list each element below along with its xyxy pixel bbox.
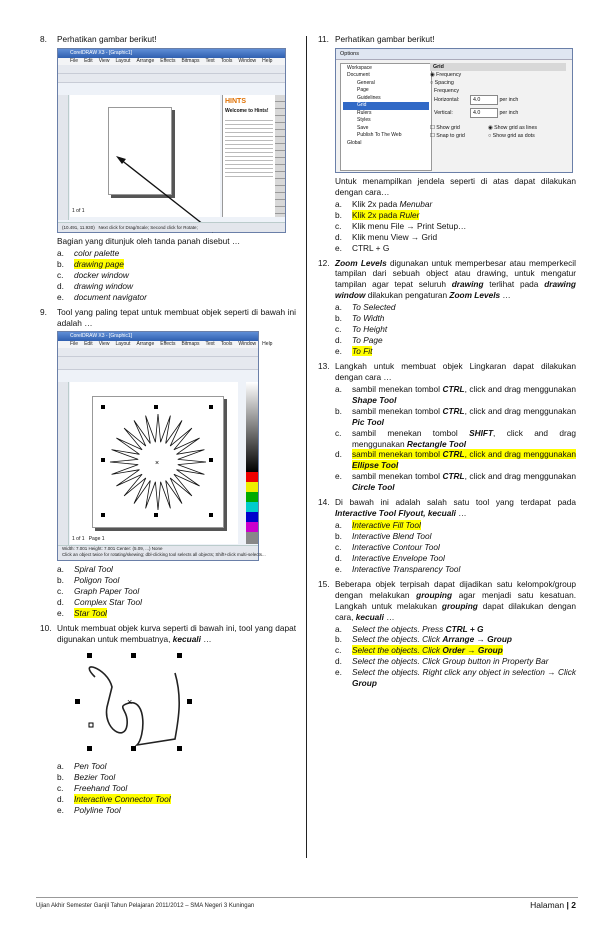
checkbox-row-2: ☐ Snap to grid ○ Show grid as dots <box>430 132 535 139</box>
page-tab: 1 of 1 <box>72 535 85 542</box>
option-text: CTRL + G <box>352 242 390 253</box>
tree-item-document[interactable]: Document <box>347 72 370 79</box>
menu-item-arrange[interactable]: Arrange <box>136 341 155 348</box>
option-c[interactable] <box>335 428 576 450</box>
menu-item-file[interactable]: File <box>70 341 79 348</box>
option-text: To Page <box>352 335 383 346</box>
menu-item-help[interactable]: Help <box>262 57 273 64</box>
menu-item-bitmaps[interactable]: Bitmaps <box>181 57 200 64</box>
question-14 <box>318 497 576 575</box>
dialog-title: Options <box>336 49 572 60</box>
left-column <box>40 34 296 820</box>
option-a[interactable] <box>57 248 296 259</box>
grid-panel <box>430 63 566 167</box>
menu-item-arrange[interactable]: Arrange <box>136 57 155 64</box>
option-text: docker window <box>74 269 129 280</box>
menu-item-view[interactable]: View <box>98 57 110 64</box>
menu-item-file[interactable]: File <box>70 57 79 64</box>
question-text: Di bawah ini adalah salah satu tool yang terdapat pada Interactive Tool Flyout, kecuali … <box>335 497 576 519</box>
radio-frequency[interactable]: ◉ Frequency <box>430 71 462 78</box>
option-letter: a. <box>335 302 342 313</box>
question-text: Perhatikan gambar berikut! <box>335 34 435 44</box>
question-text: Langkah untuk membuat objek Lingkaran dapat dilakukan dengan cara … <box>335 360 576 382</box>
option-letter: d. <box>57 597 64 608</box>
option-b[interactable] <box>335 406 576 428</box>
option-letter: d. <box>335 552 342 563</box>
option-letter: e. <box>335 667 342 678</box>
option-text: Graph Paper Tool <box>74 586 140 597</box>
footer-text: Ujian Akhir Semester Ganjil Tahun Pelajaran 2011/2012 – SMA Negeri 3 Kuningan <box>36 903 255 909</box>
option-text: Interactive Contour Tool <box>352 541 440 552</box>
options-list <box>57 564 296 619</box>
option-letter: e. <box>335 471 342 482</box>
option-text: document navigator <box>74 291 147 302</box>
curve-figure <box>67 647 207 759</box>
option-letter: d. <box>57 793 64 804</box>
color-palette <box>246 382 258 544</box>
window-title: CorelDRAW X3 - [Graphic1] <box>58 49 285 58</box>
question-number: 10. <box>40 623 52 634</box>
hints-title: HINTS <box>225 97 246 105</box>
option-letter: d. <box>335 231 342 242</box>
option-e[interactable] <box>335 667 576 689</box>
tree-item-guidelines[interactable]: Guidelines <box>357 94 381 101</box>
option-d[interactable] <box>57 794 296 805</box>
menu-item-bitmaps[interactable]: Bitmaps <box>181 341 200 348</box>
option-letter: c. <box>335 324 342 335</box>
options-tree <box>340 63 432 171</box>
option-text: Select the objects. Click Arrange → Group <box>352 634 512 645</box>
option-text: drawing page <box>74 258 124 269</box>
question-15 <box>318 579 576 689</box>
tree-item-rulers[interactable]: Rulers <box>357 109 372 116</box>
property-bar <box>58 357 258 370</box>
option-a[interactable] <box>335 199 576 210</box>
menu-item-layout[interactable]: Layout <box>115 341 131 348</box>
question-number: 15. <box>318 578 330 589</box>
tree-item-page[interactable]: Page <box>357 87 369 94</box>
option-letter: e. <box>57 291 64 302</box>
option-d[interactable] <box>335 553 576 564</box>
options-list <box>335 302 576 357</box>
option-a[interactable] <box>335 302 576 313</box>
options-dialog-screenshot <box>335 48 573 173</box>
question-number: 9. <box>40 306 47 317</box>
option-d[interactable] <box>57 281 296 292</box>
option-letter: d. <box>335 449 342 460</box>
option-c[interactable] <box>57 270 296 281</box>
drawing-page <box>92 396 224 528</box>
option-text: Klik menu View → Grid <box>352 231 438 242</box>
question-text: Untuk membuat objek kurva seperti di bawah ini, tool yang dapat digunakan untuk membuatnya, kecuali … <box>57 623 296 645</box>
option-letter: c. <box>57 782 64 793</box>
option-letter: d. <box>57 280 64 291</box>
horizontal-row: Horizontal: 4.0 per inch <box>434 96 519 103</box>
options-list <box>335 199 576 254</box>
option-text: sambil menekan tombol CTRL, click and drag menggunakan Pic Tool <box>352 405 576 427</box>
option-letter: b. <box>57 771 64 782</box>
option-letter: b. <box>335 634 342 645</box>
option-letter: a. <box>335 623 342 634</box>
option-letter: e. <box>57 608 64 619</box>
tree-item-styles[interactable]: Styles <box>357 117 371 124</box>
option-letter: a. <box>57 247 64 258</box>
footer-rule <box>36 897 578 898</box>
menu-item-edit[interactable]: Edit <box>84 341 93 348</box>
option-text: Select the objects. Press CTRL + G <box>352 623 484 634</box>
option-letter: b. <box>335 313 342 324</box>
option-b[interactable] <box>57 259 296 270</box>
question-text: Perhatikan gambar berikut! <box>57 34 157 44</box>
menu-item-window[interactable]: Window <box>238 57 257 64</box>
question-text: Tool yang paling tepat untuk membuat objek seperti di bawah ini adalah … <box>57 306 296 328</box>
menu-item-window[interactable]: Window <box>238 341 257 348</box>
horizontal-input[interactable]: 4.0 <box>470 95 498 105</box>
option-b[interactable] <box>335 634 576 645</box>
status-bar <box>58 545 266 560</box>
option-letter: b. <box>335 209 342 220</box>
option-d[interactable] <box>335 232 576 243</box>
option-b[interactable] <box>335 210 576 221</box>
question-9 <box>40 307 296 620</box>
option-e[interactable] <box>335 564 576 575</box>
menu-item-layout[interactable]: Layout <box>115 57 131 64</box>
radio-spacing[interactable]: ○ Spacing <box>430 79 454 86</box>
option-text: To Height <box>352 324 388 335</box>
pointer-arrow <box>58 49 285 232</box>
option-text: Complex Star Tool <box>74 597 142 608</box>
option-letter: a. <box>335 198 342 209</box>
option-c[interactable] <box>335 324 576 335</box>
option-text: sambil menekan tombol SHIFT, click and drag menggunakan Rectangle Tool <box>352 427 576 449</box>
status-bar <box>58 222 285 232</box>
option-text: Bezier Tool <box>74 771 116 782</box>
option-text: drawing window <box>74 280 134 291</box>
status-info: Width: 7.001 Height: 7.001 Center: (5.09, ...) None <box>62 546 163 552</box>
option-text: Spiral Tool <box>74 564 113 575</box>
menu-item-text[interactable]: Text <box>205 341 215 348</box>
option-c[interactable] <box>335 221 576 232</box>
question-number: 13. <box>318 360 330 371</box>
question-prompt: Untuk menampilkan jendela seperti di atas dapat dilakukan dengan cara… <box>335 175 576 197</box>
menu-bar <box>58 341 273 348</box>
vertical-input[interactable]: 4.0 <box>470 108 498 118</box>
option-text: Interactive Fill Tool <box>352 520 421 531</box>
window-title: CorelDRAW X3 - [Graphic1] <box>58 332 258 341</box>
page-label: Page 1 <box>88 535 105 542</box>
question-8 <box>40 34 296 303</box>
option-e[interactable] <box>335 471 576 493</box>
option-text: Pen Tool <box>74 761 107 771</box>
option-letter: b. <box>335 405 342 416</box>
option-a[interactable] <box>335 624 576 635</box>
option-a[interactable] <box>335 520 576 531</box>
option-letter: e. <box>57 804 64 815</box>
status-hint: Click an object twice for rotating/skewing; dbl-clicking tool selects all objects; Shift+click multi-selects... <box>62 552 266 558</box>
option-d[interactable] <box>335 656 576 667</box>
question-text: Beberapa objek terpisah dapat dijadikan satu kelompok/group dengan melakukan grouping agar menjadi satu kesatuan. Langkah untuk melakukan grouping dapat dilakukan dengan cara, kecuali … <box>335 578 577 622</box>
question-13 <box>318 361 576 493</box>
option-text: Interactive Transparency Tool <box>352 563 461 574</box>
menu-item-edit[interactable]: Edit <box>84 57 93 64</box>
option-letter: c. <box>335 541 342 552</box>
option-letter: a. <box>57 564 64 575</box>
question-number: 12. <box>318 257 330 268</box>
option-a[interactable] <box>57 564 296 575</box>
hints-heading: Welcome to Hints! <box>225 108 269 115</box>
option-text: To Fit <box>352 346 373 356</box>
svg-text:×: × <box>127 697 133 707</box>
toolbox <box>58 382 69 548</box>
option-letter: c. <box>335 427 342 438</box>
page-tab: 1 of 1 <box>72 208 85 215</box>
option-c[interactable] <box>57 586 296 597</box>
options-list <box>57 761 296 816</box>
option-letter: b. <box>57 258 64 269</box>
status-coords: (10.491, 11.930) <box>62 224 95 230</box>
menu-item-text[interactable]: Text <box>205 57 215 64</box>
option-letter: c. <box>335 220 342 231</box>
page-number: Halaman | 2 <box>530 900 576 910</box>
vertical-row: Vertical: 4.0 per inch <box>434 109 519 116</box>
option-text: Polyline Tool <box>74 804 121 815</box>
option-text: Klik 2x pada Menubar <box>352 198 433 209</box>
option-e[interactable] <box>335 346 576 357</box>
options-list <box>57 248 296 303</box>
option-letter: d. <box>335 335 342 346</box>
option-letter: c. <box>335 645 342 656</box>
option-letter: b. <box>57 575 64 586</box>
option-c[interactable] <box>335 645 576 656</box>
option-text: Select the objects. Click Group button in Property Bar <box>352 656 549 667</box>
option-d[interactable] <box>335 335 576 346</box>
tree-item-global[interactable]: Global <box>347 139 362 146</box>
option-d[interactable] <box>57 597 296 608</box>
menu-item-effects[interactable]: Effects <box>160 341 176 348</box>
option-text: To Width <box>352 313 385 324</box>
option-letter: e. <box>335 563 342 574</box>
options-list <box>335 520 576 575</box>
option-text: Klik menu File → Print Setup… <box>352 220 467 231</box>
option-text: Interactive Envelope Tool <box>352 552 445 563</box>
option-letter: d. <box>335 656 342 667</box>
drawing-window <box>70 382 238 544</box>
option-letter: c. <box>57 586 64 597</box>
option-letter: a. <box>57 761 64 771</box>
option-text: color palette <box>74 247 120 258</box>
question-number: 11. <box>318 34 329 44</box>
menu-item-view[interactable]: View <box>98 341 110 348</box>
panel-title: Grid <box>430 63 566 71</box>
page-navigator <box>72 536 105 543</box>
menu-item-effects[interactable]: Effects <box>160 57 176 64</box>
option-e[interactable] <box>335 243 576 254</box>
menu-item-help[interactable]: Help <box>262 341 273 348</box>
option-text: To Selected <box>352 302 396 313</box>
option-text: Freehand Tool <box>74 782 128 793</box>
question-number: 14. <box>318 497 330 508</box>
option-c[interactable] <box>57 783 296 794</box>
question-number: 8. <box>40 34 47 44</box>
menu-item-tools[interactable]: Tools <box>220 57 233 64</box>
options-list <box>335 384 576 493</box>
status-hint: Next click for Drag/Scale; Second click for Rotate; <box>98 224 198 230</box>
tree-item-grid[interactable]: Grid <box>343 102 429 110</box>
star-shape <box>93 397 223 527</box>
option-e[interactable] <box>57 292 296 303</box>
option-text: Interactive Blend Tool <box>352 531 432 541</box>
option-letter: e. <box>335 346 342 356</box>
question-12 <box>318 258 576 357</box>
toolbar <box>58 348 258 357</box>
option-text: Interactive Connector Tool <box>74 793 171 804</box>
option-letter: c. <box>57 269 64 280</box>
coreldraw-screenshot-2 <box>57 331 273 561</box>
tree-item-publish-to-the-web[interactable]: Publish To The Web <box>357 132 402 139</box>
option-a[interactable] <box>335 384 576 406</box>
question-prompt: Bagian yang ditunjuk oleh tanda panah disebut … <box>57 235 241 246</box>
option-b[interactable] <box>335 313 576 324</box>
option-c[interactable] <box>335 542 576 553</box>
coreldraw-screenshot-1 <box>57 48 286 233</box>
option-text: Select the objects. Click Order → Group <box>352 645 503 656</box>
option-b[interactable] <box>57 575 296 586</box>
option-d[interactable] <box>335 449 576 471</box>
question-11 <box>318 34 576 254</box>
option-letter: a. <box>335 383 342 394</box>
question-10 <box>40 623 296 816</box>
option-text: Star Tool <box>74 608 107 619</box>
option-text: sambil menekan tombol CTRL, click and drag menggunakan Shape Tool <box>352 383 576 405</box>
tree-item-general[interactable]: General <box>357 79 375 86</box>
tree-item-workspace[interactable]: Workspace <box>347 64 372 71</box>
option-letter: e. <box>335 242 342 253</box>
right-column <box>318 34 576 693</box>
option-a[interactable] <box>57 761 296 772</box>
option-letter: b. <box>335 531 342 541</box>
question-text: Zoom Levels digunakan untuk memperbesar atau memperkecil tampilan dari sebuah object atau drawing, untuk mengatur tampilan agar tepat seluruh drawing terlihat pada drawing window dilakukan pengaturan Zoom Levels … <box>335 257 576 301</box>
tree-item-save[interactable]: Save <box>357 124 369 131</box>
column-divider <box>306 36 307 858</box>
option-text: Select the objects. Right click any object in selection → Click Group <box>352 667 576 689</box>
options-list <box>335 624 576 690</box>
option-text: sambil menekan tombol CTRL, click and drag menggunakan Ellipse Tool <box>352 449 576 471</box>
menu-item-tools[interactable]: Tools <box>220 341 233 348</box>
option-text: Poligon Tool <box>74 575 120 586</box>
option-letter: a. <box>335 520 342 531</box>
option-text: Klik 2x pada Ruler <box>352 209 420 220</box>
group-label: Frequency <box>434 87 460 94</box>
option-text: sambil menekan tombol CTRL, click and drag menggunakan Circle Tool <box>352 471 576 493</box>
option-e[interactable] <box>57 608 296 619</box>
checkbox-row-1: ☐ Show grid ◉ Show grid as lines <box>430 124 538 131</box>
svg-text:×: × <box>155 460 160 468</box>
option-e[interactable] <box>57 805 296 816</box>
option-b[interactable] <box>57 772 296 783</box>
option-b[interactable] <box>335 531 576 542</box>
